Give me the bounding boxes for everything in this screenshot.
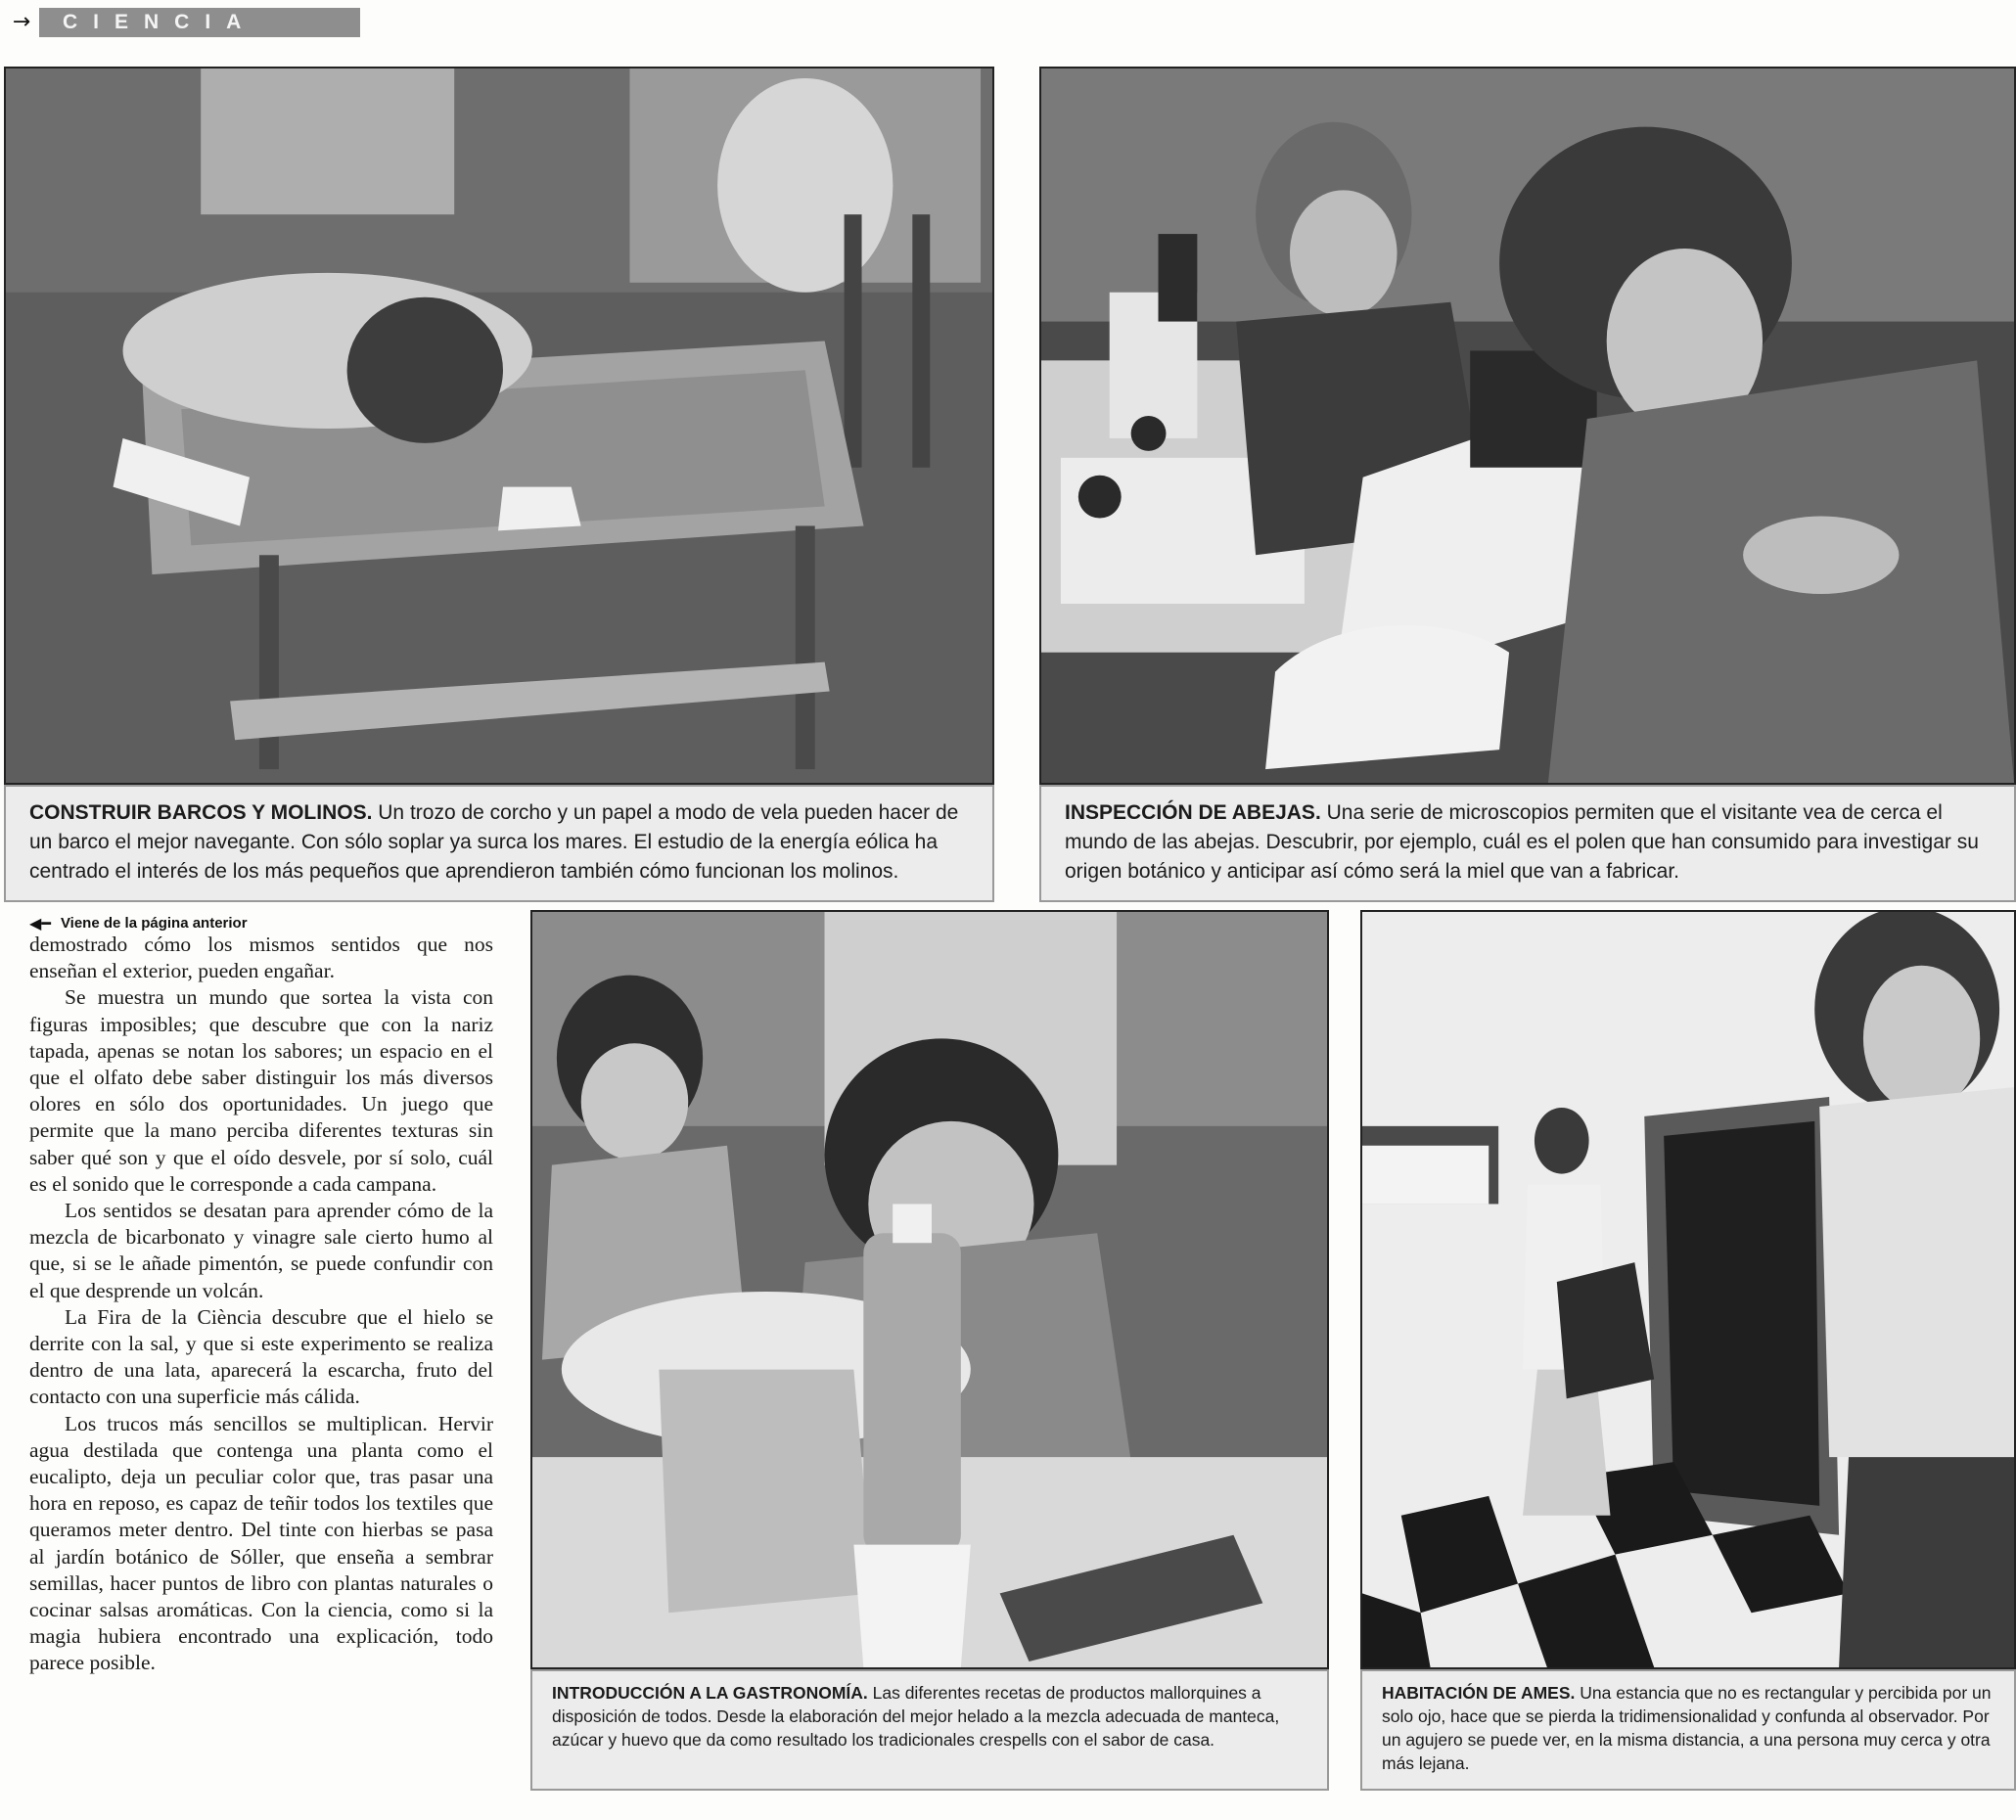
- caption-gastronomia: [530, 1669, 1329, 1791]
- caption-barcos-head: CONSTRUIR BARCOS Y MOLINOS.: [29, 801, 379, 824]
- photo-gastronomia-image: [532, 912, 1327, 1667]
- caption-abejas: [1039, 785, 2016, 902]
- caption-ames-head: HABITACIÓN DE AMES.: [1382, 1683, 1581, 1703]
- section-header: [4, 8, 360, 37]
- photo-ames-image: [1362, 912, 2014, 1667]
- caption-ames-body: Una estancia que no es rectangular y percibida por un solo ojo, hace que se pierda la tridimensionalidad y confunda al observador. Por un agujero se puede ver, en la misma distancia, a una persona muy cerca y otra más lejana.: [1382, 1683, 1992, 1773]
- photo-abejas-image: [1041, 68, 2014, 783]
- caption-barcos: [4, 785, 994, 902]
- photo-ames: [1360, 910, 2016, 1669]
- caption-gastronomia-head: INTRODUCCIÓN A LA GASTRONOMÍA.: [552, 1683, 873, 1703]
- article-paragraph: Los sentidos se desatan para aprender cómo de la mezcla de bicarbonato y vinagre sale cierto humo al que, si se le añade pimentón, se puede confundir con el que desprende un volcán.: [29, 1199, 493, 1302]
- article-paragraph: Se muestra un mundo que sortea la vista con figuras imposibles; que descubre que con la nariz tapada, apenas se notan los sabores; un espacio en el que el olfato debe saber distinguir los más diversos olores en sólo dos oportunidades. Un juego que permite que la mano perciba diferentes texturas sin saber qué son y que el oído desvele, por sí solo, cuál es el sonido que le corresponde a cada campana.: [29, 985, 493, 1196]
- section-name: CIENCIA: [63, 11, 257, 33]
- photo-abejas: [1039, 67, 2016, 785]
- photo-barcos: [4, 67, 994, 785]
- article-body: [29, 932, 493, 1677]
- caption-gastronomia-body: Las diferentes recetas de productos mallorquines a disposición de todos. Desde la elaboración del mejor helado a la mezcla adecuada de manteca, azúcar y huevo que da como resultado los tradicionales crespells con el sabor de casa.: [552, 1683, 1280, 1750]
- arrow-right-icon: →: [4, 8, 39, 37]
- article-paragraph: Los trucos más sencillos se multiplican. Hervir agua destilada que contenga una planta como el eucalipto, deja un peculiar color que, tras pasar una hora en reposo, es capaz de teñir todos los textiles que queramos meter dentro. Del tinte con hierbas se pasa al jardín botánico de Sóller, que enseña a sembrar semillas, hacer puntos de libro con plantas naturales o cocinar salsas aromáticas. Con la ciencia, como si la magia hubiera encontrado una explicación, todo parece posible.: [29, 1411, 493, 1675]
- caption-abejas-body: Una serie de microscopios permiten que el visitante vea de cerca el mundo de las abejas. Descubrir, por ejemplo, cuál es el polen que han consumido para investigar su origen botánico y anticipar así cómo será la miel que van a fabricar.: [1065, 801, 1979, 883]
- photo-barcos-image: [6, 68, 992, 783]
- arrow-left-icon: ◀━: [29, 913, 51, 933]
- caption-barcos-body: Un trozo de corcho y un papel a modo de vela pueden hacer de un barco el mejor navegante. Con sólo soplar ya surca los mares. El estudio de la energía eólica ha centrado el interés de los más pequeños que aprendieron también cómo funcionan los molinos.: [29, 801, 959, 883]
- caption-abejas-head: INSPECCIÓN DE ABEJAS.: [1065, 801, 1327, 824]
- article-paragraph: La Fira de la Ciència descubre que el hielo se derrite con la sal, y que si este experimento se realiza dentro de una lata, aparecerá la escarcha, fruto del contacto con una superficie más cálida.: [29, 1304, 493, 1409]
- caption-ames: [1360, 1669, 2016, 1791]
- photo-gastronomia: [530, 910, 1329, 1669]
- continued-from-text: Viene de la página anterior: [60, 914, 248, 932]
- article-paragraph: demostrado cómo los mismos sentidos que nos enseñan el exterior, pueden engañar.: [29, 933, 493, 983]
